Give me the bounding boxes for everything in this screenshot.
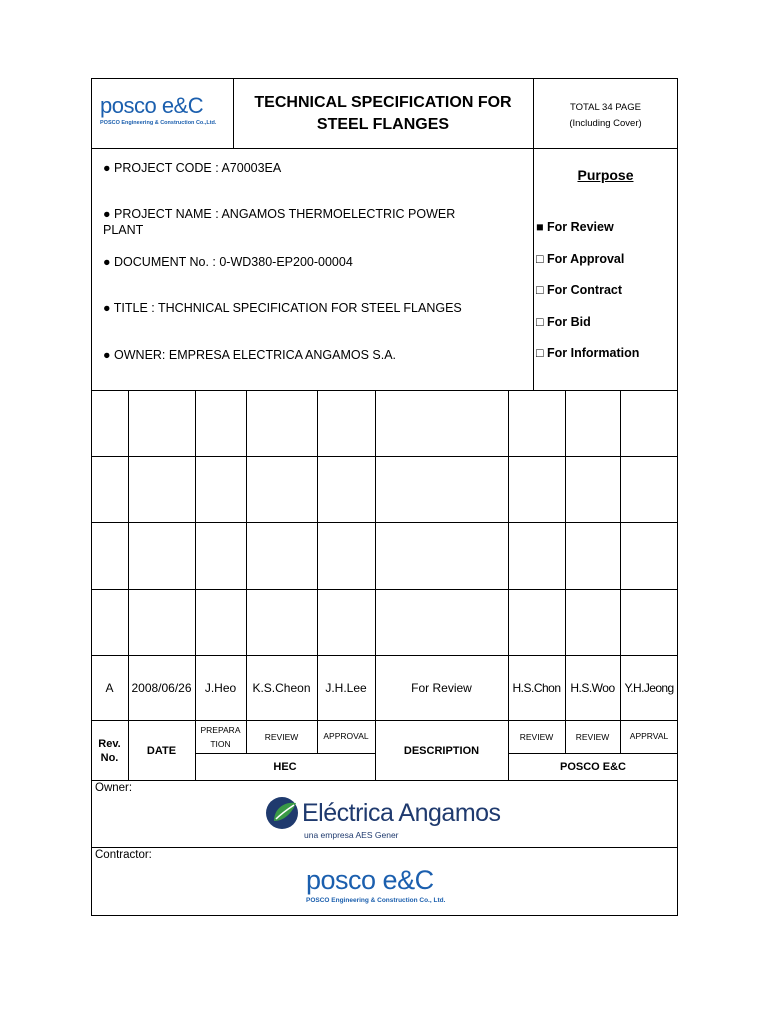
project-name-line2: PLANT: [103, 223, 144, 237]
owner-divider: [91, 780, 678, 781]
table-row-line: [91, 522, 678, 523]
posco-logo-subtext: POSCO Engineering & Construction Co.,Ltd.: [100, 120, 217, 126]
info-divider: [91, 390, 678, 391]
document-frame: [91, 78, 678, 916]
total-pages: TOTAL 34 PAGE: [570, 102, 641, 113]
purpose-for-contract: □ For Contract: [536, 283, 623, 297]
posco-review2-cell: H.S.Woo: [570, 681, 615, 695]
contractor-label: Contractor:: [95, 849, 152, 861]
description-header: DESCRIPTION: [403, 744, 480, 757]
project-name: [103, 206, 503, 238]
header-divider: [91, 148, 678, 149]
posco-review1-cell: H.S.Chon: [512, 681, 561, 695]
approval-cell: J.H.Lee: [325, 681, 367, 695]
posco-approval-header: APPRVAL: [629, 731, 669, 741]
contractor-logo-text: posco e&C: [306, 865, 434, 895]
angamos-logo-subtext: una empresa AES Gener: [304, 830, 399, 840]
preparation-line2: TION: [210, 739, 231, 749]
purpose-for-approval: □ For Approval: [536, 252, 625, 266]
angamos-logo-text: Eléctrica Angamos: [302, 799, 501, 827]
posco-approval-cell: Y.H.Jeong: [624, 681, 674, 695]
purpose-heading: Purpose: [577, 167, 634, 183]
purpose-for-review: ■ For Review: [536, 220, 614, 234]
rev-no-line1: Rev.: [98, 737, 121, 750]
title-line2: STEEL FLANGES: [316, 116, 450, 133]
description-cell: For Review: [411, 681, 472, 695]
approval-header: APPROVAL: [323, 731, 369, 741]
contractor-posco-logo: [306, 866, 476, 912]
posco-review2-header: REVIEW: [575, 732, 610, 742]
purpose-for-bid: □ For Bid: [536, 315, 591, 329]
document-number: ● DOCUMENT No. : 0-WD380-EP200-00004: [103, 255, 353, 269]
angamos-leaf-icon: [264, 795, 300, 831]
project-name-line1: ● PROJECT NAME : ANGAMOS THERMOELECTRIC POWER: [103, 207, 456, 221]
hec-header: HEC: [273, 761, 297, 773]
rev-no-header: [91, 721, 128, 780]
including-cover: (Including Cover): [569, 118, 642, 129]
date-header: DATE: [146, 744, 177, 757]
posco-review1-header: REVIEW: [519, 732, 554, 742]
title-line1: TECHNICAL SPECIFICATION FOR: [254, 94, 512, 111]
owner-label: Owner:: [95, 782, 133, 794]
review-header: REVIEW: [264, 732, 299, 742]
document-title-line: ● TITLE : THCHNICAL SPECIFICATION FOR STEEL FLANGES: [103, 301, 462, 315]
preparation-header: [195, 721, 246, 753]
page-count: [534, 100, 677, 132]
owner-line: ● OWNER: EMPRESA ELECTRICA ANGAMOS S.A.: [103, 348, 397, 362]
document-title: [234, 92, 532, 136]
contractor-divider: [91, 847, 678, 848]
angamos-logo: [264, 793, 514, 843]
rev-cell: A: [105, 681, 114, 695]
table-row-line: [91, 456, 678, 457]
review-cell: K.S.Cheon: [252, 681, 311, 695]
date-cell: 2008/06/26: [131, 681, 192, 695]
project-code: ● PROJECT CODE : A70003EA: [103, 161, 282, 175]
posco-header: POSCO E&C: [559, 761, 626, 773]
posco-logo-text: posco e&C: [100, 93, 204, 118]
rev-no-line2: No.: [100, 751, 119, 764]
purpose-for-information: □ For Information: [536, 346, 640, 360]
table-row-line: [91, 589, 678, 590]
preparation-cell: J.Heo: [204, 681, 237, 695]
preparation-line1: PREPARA: [200, 725, 241, 735]
posco-logo: [100, 94, 230, 134]
contractor-logo-subtext: POSCO Engineering & Construction Co., Ltd.: [306, 897, 446, 904]
